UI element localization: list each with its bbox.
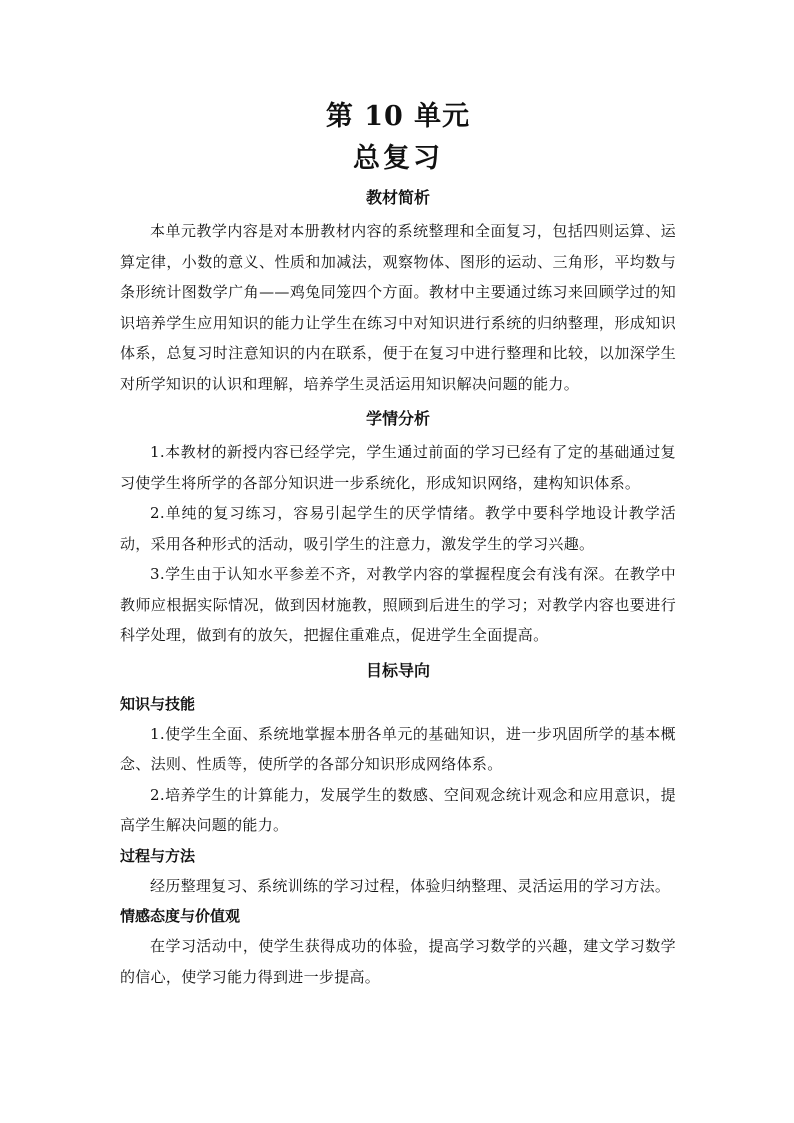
section-learning-analysis <box>120 405 676 651</box>
section-heading-goals: 目标导向 <box>365 660 430 680</box>
learning-item: 2.单纯的复习练习，容易引起学生的厌学情绪。教学中要科学地设计教学活动，采用各种形式的活动，吸引学生的注意力，激发学生的学习兴趣。 <box>120 504 676 553</box>
process-paragraph: 经历整理复习、系统训练的学习过程，体验归纳整理、灵活运用的学习方法。 <box>150 876 671 895</box>
knowledge-item: 2.培养学生的计算能力，发展学生的数感、空间观念统计观念和应用意识，提高学生解决问题的能力。 <box>120 785 676 834</box>
subheading-process: 过程与方法 <box>120 846 196 865</box>
subheading-emotion: 情感态度与价值观 <box>120 907 241 925</box>
learning-item: 3.学生由于认知水平参差不齐，对教学内容的掌握程度会有浅有深。在教学中教师应根据实际情况，做到因材施教，照顾到后进生的学习；对教学内容也要进行科学处理，做到有的放矢，把握住重难点，促进学生全面提高。 <box>120 565 676 644</box>
learning-item: 1.本教材的新授内容已经学完，学生通过前面的学习已经有了定的基础通过复习使学生将所学的各部分知识进一步系统化，形成知识网络，建构知识体系。 <box>120 443 676 492</box>
unit-title: 第 10 单元 <box>325 101 471 132</box>
emotion-paragraph: 在学习活动中，使学生获得成功的体验，提高学习数学的兴趣，建文学习数学的信心，使学习能力得到进一步提高。 <box>120 937 676 986</box>
section-heading-learning: 学情分析 <box>365 409 430 428</box>
subheading-knowledge: 知识与技能 <box>120 694 196 713</box>
knowledge-item: 1.使学生全面、系统地掌握本册各单元的基础知识，进一步巩固所学的基本概念、法则、性质等，使所学的各部分知识形成网络体系。 <box>120 724 676 773</box>
section-goals <box>120 657 676 993</box>
document-content <box>120 98 676 992</box>
textbook-paragraph: 本单元教学内容是对本册教材内容的系统整理和全面复习，包括四则运算、运算定律，小数的意义、性质和加减法，观察物体、图形的运动、三角形，平均数与条形统计图数学广角——鸡兔同笼四个方面。教材中主要通过练习来回顾学过的知识培养学生应用知识的能力让学生在练习中对知识进行系统的归纳整理，形成知识体系，总复习时注意知识的内在联系，便于在复习中进行整理和比较，以加深学生对所学知识的认识和理解，培养学生灵活运用知识解决问题的能力。 <box>120 222 676 393</box>
section-textbook-analysis <box>120 184 676 399</box>
main-title: 总复习 <box>353 143 443 174</box>
section-heading-textbook: 教材简析 <box>365 188 430 207</box>
